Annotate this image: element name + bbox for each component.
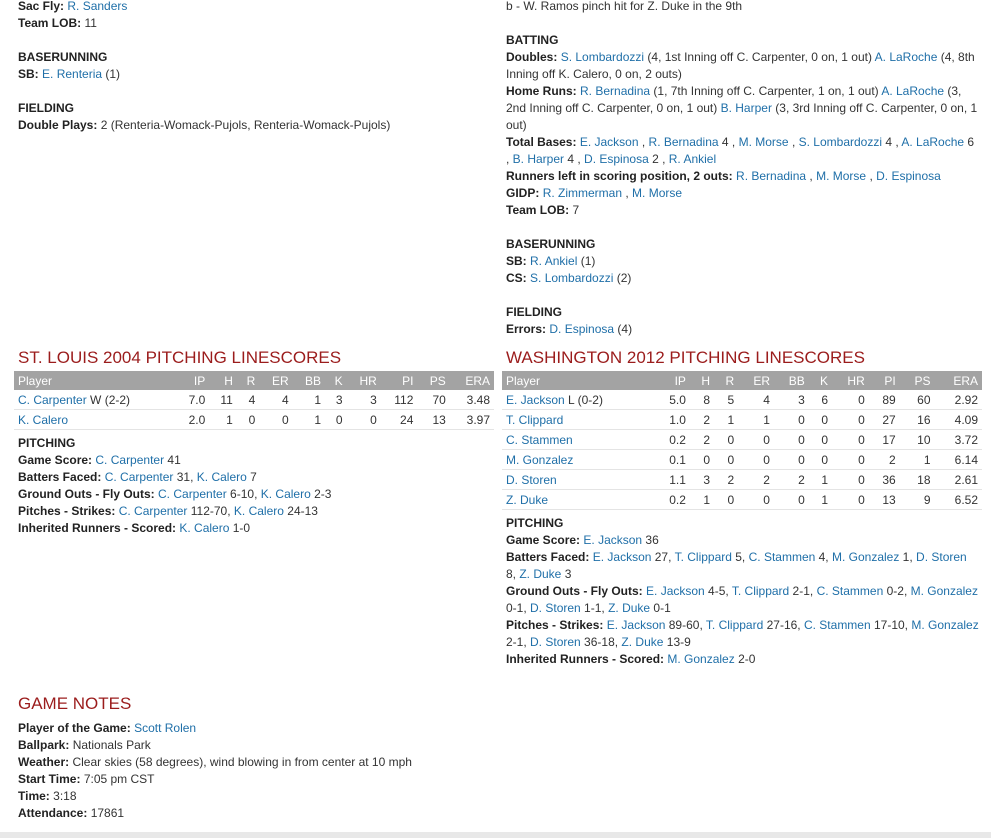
stat-cell: 0.2 xyxy=(654,430,690,450)
player-link[interactable]: M. Morse xyxy=(632,186,683,200)
stat-cell: 0 xyxy=(832,450,869,470)
player-link[interactable]: K. Calero xyxy=(179,521,230,535)
player-link[interactable]: M. Gonzalez xyxy=(667,652,735,666)
player-link[interactable]: Z. Duke xyxy=(506,492,549,507)
player-link[interactable]: D. Espinosa xyxy=(549,322,615,336)
player-link[interactable]: C. Stammen xyxy=(506,432,573,447)
stat-detail: 1-1, xyxy=(580,601,609,615)
home-runs-label: Home Runs: xyxy=(506,84,577,98)
player-link[interactable]: R. Zimmerman xyxy=(542,186,623,200)
gidp-list xyxy=(543,186,682,200)
player-cell xyxy=(14,410,176,430)
column-header: Player xyxy=(14,371,176,390)
player-link[interactable]: S. Lombardozzi xyxy=(560,50,645,64)
stl-pitching-title: ST. LOUIS 2004 PITCHING LINESCORES xyxy=(18,348,342,367)
player-link[interactable]: R. Ankiel xyxy=(668,152,717,166)
stat-cell: 24 xyxy=(381,410,418,430)
baserunning-heading: BASERUNNING xyxy=(506,237,596,251)
stat-detail: 4 , xyxy=(718,135,739,149)
stat-cell: 0 xyxy=(347,410,381,430)
stat-cell: 0 xyxy=(809,430,832,450)
stat-cell: 1.1 xyxy=(654,470,690,490)
sac-fly-label: Sac Fly: xyxy=(18,0,65,13)
player-link[interactable]: R. Sanders xyxy=(67,0,128,13)
player-link[interactable]: C. Carpenter xyxy=(104,470,174,484)
inherited-runners-label: Inherited Runners - Scored: xyxy=(18,521,177,535)
stat-cell: 18 xyxy=(900,470,935,490)
double-plays-label: Double Plays: xyxy=(18,118,98,132)
player-link[interactable]: T. Clippard xyxy=(705,618,764,632)
stat-cell: 60 xyxy=(900,390,935,410)
column-header: PS xyxy=(900,371,935,390)
pitches-strikes-label: Pitches - Strikes: xyxy=(18,504,116,518)
stat-cell: 1 xyxy=(293,410,325,430)
player-link[interactable]: T. Clippard xyxy=(506,412,564,427)
stat-cell: 0 xyxy=(832,430,869,450)
stat-detail: , xyxy=(806,169,817,183)
game-score-label: Game Score: xyxy=(18,453,93,467)
decision: W (2-2) xyxy=(86,392,131,407)
stat-cell: 0 xyxy=(774,410,809,430)
stat-detail: 5, xyxy=(731,550,749,564)
stat-cell: 13 xyxy=(417,410,449,430)
stat-detail: (4, 8th Inning off K. Calero, 0 on, 2 outs) xyxy=(506,50,975,81)
stat-cell: 3.72 xyxy=(935,430,982,450)
player-link[interactable]: Scott Rolen xyxy=(134,721,197,735)
table-row xyxy=(502,390,982,410)
stat-detail: (3, 3rd Inning off C. Carpenter, 0 on, 1 out) xyxy=(506,101,978,132)
start-time-value: 7:05 pm CST xyxy=(83,772,155,786)
player-link[interactable]: B. Harper xyxy=(512,152,565,166)
stat-detail: 89-60, xyxy=(665,618,706,632)
column-header: K xyxy=(325,371,347,390)
weather-value: Clear skies (58 degrees), wind blowing in from center at 10 mph xyxy=(72,755,412,769)
team-lob-label: Team LOB: xyxy=(506,203,570,217)
player-link[interactable]: Z. Duke xyxy=(621,635,664,649)
player-link[interactable]: M. Morse xyxy=(816,169,867,183)
player-link[interactable]: E. Jackson xyxy=(506,392,565,407)
player-link[interactable]: C. Stammen xyxy=(816,584,884,598)
stat-cell: 0 xyxy=(325,410,347,430)
player-link[interactable]: D. Storen xyxy=(530,635,581,649)
column-header: ERA xyxy=(450,371,494,390)
stat-cell: 6.14 xyxy=(935,450,982,470)
player-link[interactable]: C. Carpenter xyxy=(158,487,227,501)
player-link[interactable]: D. Espinosa xyxy=(584,152,649,166)
game-notes xyxy=(18,694,496,822)
stat-cell: 1 xyxy=(293,390,325,410)
sb-label: SB: xyxy=(506,254,527,268)
stat-cell: 0.2 xyxy=(654,490,690,510)
stat-detail: 24-13 xyxy=(283,504,318,518)
player-link[interactable]: C. Stammen xyxy=(748,550,816,564)
stat-cell: 2 xyxy=(714,470,738,490)
ground-fly-list xyxy=(158,487,331,501)
stat-detail: , xyxy=(638,135,649,149)
stat-cell: 4.09 xyxy=(935,410,982,430)
stat-detail: 4 , xyxy=(564,152,585,166)
player-link[interactable]: M. Morse xyxy=(738,135,789,149)
sb-label: SB: xyxy=(18,67,39,81)
doubles-list xyxy=(506,50,975,81)
stat-detail: 4, xyxy=(815,550,832,564)
stat-cell: 70 xyxy=(417,390,449,410)
player-link[interactable]: A. LaRoche xyxy=(881,84,945,98)
wsh-pitching-title: WASHINGTON 2012 PITCHING LINESCORES xyxy=(506,348,865,367)
table-row xyxy=(14,390,494,410)
game-score-list xyxy=(95,453,180,467)
stat-cell: 0 xyxy=(714,430,738,450)
total-bases-label: Total Bases: xyxy=(506,135,577,149)
stat-detail: 36-18, xyxy=(580,635,622,649)
stat-cell: 1 xyxy=(690,490,714,510)
stat-cell: 3 xyxy=(347,390,381,410)
stat-detail: 1-0 xyxy=(229,521,251,535)
player-link[interactable]: S. Lombardozzi xyxy=(798,135,882,149)
inherited-runners-list xyxy=(667,652,755,666)
stat-detail: 0-1 xyxy=(650,601,671,615)
errors-label: Errors: xyxy=(506,322,547,336)
stat-cell: 3 xyxy=(325,390,347,410)
player-link[interactable]: B. Harper xyxy=(720,101,772,115)
player-cell xyxy=(502,410,654,430)
stat-detail: 31, xyxy=(173,470,197,484)
stat-cell: 0 xyxy=(832,470,869,490)
player-link[interactable]: S. Lombardozzi xyxy=(530,271,614,285)
stat-cell: 17 xyxy=(869,430,900,450)
stat-cell: 4 xyxy=(237,390,259,410)
stat-cell: 1 xyxy=(209,410,237,430)
pitches-strikes-list xyxy=(119,504,318,518)
stat-cell: 0.1 xyxy=(654,450,690,470)
player-link[interactable]: Z. Duke xyxy=(608,601,651,615)
cs-count: (2) xyxy=(616,271,632,285)
player-link[interactable]: K. Calero xyxy=(18,412,69,427)
stat-cell: 2 xyxy=(869,450,900,470)
team-lob-value: 11 xyxy=(84,16,97,30)
stat-detail: 27, xyxy=(651,550,675,564)
sb-count: (1) xyxy=(105,67,121,81)
stat-cell: 2 xyxy=(690,410,714,430)
stat-cell: 7.0 xyxy=(176,390,209,410)
player-link[interactable]: D. Storen xyxy=(530,601,581,615)
batters-faced-label: Batters Faced: xyxy=(506,550,590,564)
table-row xyxy=(502,430,982,450)
table-header xyxy=(14,371,494,390)
stat-detail: 2-1, xyxy=(789,584,817,598)
stat-detail: 2-3 xyxy=(310,487,332,501)
page-footer-bar xyxy=(0,832,991,838)
stat-detail: (4, 1st Inning off C. Carpenter, 0 on, 1 out) xyxy=(644,50,875,64)
stat-cell: 0 xyxy=(714,490,738,510)
player-link[interactable]: Z. Duke xyxy=(519,567,562,581)
game-score-label: Game Score: xyxy=(506,533,581,547)
column-header: IP xyxy=(176,371,209,390)
player-link[interactable]: A. LaRoche xyxy=(874,50,938,64)
stat-cell: 2.61 xyxy=(935,470,982,490)
batters-faced-label: Batters Faced: xyxy=(18,470,102,484)
stat-detail: 8, xyxy=(506,567,520,581)
stat-cell: 1 xyxy=(809,470,832,490)
stat-cell: 1 xyxy=(714,410,738,430)
stat-detail: 0-2, xyxy=(883,584,911,598)
stat-cell: 2 xyxy=(774,470,809,490)
column-header: ERA xyxy=(935,371,982,390)
potg-label: Player of the Game: xyxy=(18,721,131,735)
stat-cell: 0 xyxy=(809,450,832,470)
column-header: R xyxy=(714,371,738,390)
stat-cell: 27 xyxy=(869,410,900,430)
stat-cell: 3 xyxy=(690,470,714,490)
total-bases-list xyxy=(506,135,974,166)
player-link[interactable]: M. Gonzalez xyxy=(911,618,979,632)
player-link[interactable]: T. Clippard xyxy=(674,550,732,564)
stat-cell: 8 xyxy=(690,390,714,410)
stat-cell: 0 xyxy=(832,490,869,510)
stat-detail: (1, 7th Inning off C. Carpenter, 1 on, 1 out) xyxy=(650,84,882,98)
player-link[interactable]: E. Jackson xyxy=(579,135,639,149)
stat-cell: 0 xyxy=(832,390,869,410)
stat-cell: 0 xyxy=(738,430,774,450)
column-header: HR xyxy=(347,371,381,390)
team-lob-value: 7 xyxy=(572,203,580,217)
player-link[interactable]: R. Bernadina xyxy=(648,135,719,149)
stat-cell: 11 xyxy=(209,390,237,410)
stat-cell: 2 xyxy=(690,430,714,450)
player-link[interactable]: K. Calero xyxy=(196,470,247,484)
player-link[interactable]: E. Jackson xyxy=(606,618,666,632)
column-header: ER xyxy=(738,371,774,390)
time-label: Time: xyxy=(18,789,50,803)
home-runs-list xyxy=(506,84,977,132)
stat-detail: 17-10, xyxy=(870,618,912,632)
baserunning-heading: BASERUNNING xyxy=(18,50,108,64)
stat-detail: 4-5, xyxy=(704,584,732,598)
ground-fly-label: Ground Outs - Fly Outs: xyxy=(18,487,155,501)
player-link[interactable]: M. Gonzalez xyxy=(910,584,978,598)
stat-cell: 0 xyxy=(738,450,774,470)
column-header: HR xyxy=(832,371,869,390)
player-link[interactable]: E. Jackson xyxy=(592,550,652,564)
player-link[interactable]: R. Bernadina xyxy=(736,169,807,183)
stat-cell: 5 xyxy=(714,390,738,410)
game-score-list xyxy=(583,533,658,547)
stat-cell: 6.52 xyxy=(935,490,982,510)
stat-cell: 13 xyxy=(869,490,900,510)
double-plays-value: 2 (Renteria-Womack-Pujols, Renteria-Womack-Pujols) xyxy=(100,118,391,132)
player-link[interactable]: D. Storen xyxy=(916,550,967,564)
column-header: Player xyxy=(502,371,654,390)
stat-cell: 3.97 xyxy=(450,410,494,430)
game-notes-title: GAME NOTES xyxy=(18,694,132,713)
gidp-label: GIDP: xyxy=(506,186,540,200)
fielding-heading: FIELDING xyxy=(506,305,562,319)
fielding-heading: FIELDING xyxy=(18,101,74,115)
column-header: H xyxy=(690,371,714,390)
stat-cell: 0 xyxy=(774,490,809,510)
ballpark-label: Ballpark: xyxy=(18,738,70,752)
cs-label: CS: xyxy=(506,271,527,285)
stat-cell: 112 xyxy=(381,390,418,410)
stat-detail: 3 xyxy=(561,567,572,581)
player-link[interactable]: D. Storen xyxy=(506,472,557,487)
inherited-runners-label: Inherited Runners - Scored: xyxy=(506,652,665,666)
stat-detail: 27-16, xyxy=(763,618,804,632)
player-cell xyxy=(502,490,654,510)
stat-cell: 0 xyxy=(809,410,832,430)
stat-detail: 13-9 xyxy=(663,635,691,649)
stat-cell: 0 xyxy=(259,410,292,430)
stl-pitching-table xyxy=(14,371,494,430)
stat-cell: 5.0 xyxy=(654,390,690,410)
time-value: 3:18 xyxy=(53,789,77,803)
table-header xyxy=(502,371,982,390)
player-link[interactable]: D. Espinosa xyxy=(876,169,941,183)
stat-detail: 4 , xyxy=(882,135,902,149)
stat-detail: , xyxy=(788,135,799,149)
stat-cell: 0 xyxy=(774,450,809,470)
stat-cell: 2 xyxy=(738,470,774,490)
stat-cell: 0 xyxy=(237,410,259,430)
player-cell xyxy=(502,430,654,450)
column-header: PS xyxy=(417,371,449,390)
player-link[interactable]: C. Stammen xyxy=(803,618,871,632)
player-link[interactable]: K. Calero xyxy=(233,504,284,518)
stat-detail: , xyxy=(866,169,877,183)
stat-detail: 0-1, xyxy=(506,601,531,615)
stat-detail: (3, 2nd Inning off C. Carpenter, 0 on, 1 out) xyxy=(506,84,962,115)
player-cell xyxy=(502,470,654,490)
stat-cell: 1.0 xyxy=(654,410,690,430)
stat-cell: 1 xyxy=(738,410,774,430)
column-header: IP xyxy=(654,371,690,390)
stat-cell: 0 xyxy=(832,410,869,430)
stat-cell: 0 xyxy=(738,490,774,510)
player-link[interactable]: R. Bernadina xyxy=(580,84,651,98)
decision: L (0-2) xyxy=(564,392,603,407)
column-header: BB xyxy=(293,371,325,390)
stat-detail: 112-70, xyxy=(187,504,234,518)
stat-detail: 41 xyxy=(164,453,181,467)
table-row xyxy=(502,450,982,470)
player-link[interactable]: C. Carpenter xyxy=(18,392,87,407)
stat-cell: 0 xyxy=(714,450,738,470)
column-header: PI xyxy=(381,371,418,390)
stat-cell: 6 xyxy=(809,390,832,410)
ground-fly-label: Ground Outs - Fly Outs: xyxy=(506,584,643,598)
stat-cell: 89 xyxy=(869,390,900,410)
attendance-value: 17861 xyxy=(90,806,125,820)
column-header: K xyxy=(809,371,832,390)
stat-cell: 3.48 xyxy=(450,390,494,410)
stat-cell: 10 xyxy=(900,430,935,450)
player-cell xyxy=(14,390,176,410)
sb-count: (1) xyxy=(580,254,596,268)
column-header: PI xyxy=(869,371,900,390)
inherited-runners-list xyxy=(179,521,250,535)
stat-detail: 36 xyxy=(642,533,659,547)
stat-detail: 2 , xyxy=(648,152,669,166)
table-row xyxy=(502,490,982,510)
player-link[interactable]: M. Gonzalez xyxy=(506,452,574,467)
errors-count: (4) xyxy=(617,322,633,336)
player-link[interactable]: C. Carpenter xyxy=(118,504,188,518)
stat-detail: 6-10, xyxy=(226,487,261,501)
stat-cell: 36 xyxy=(869,470,900,490)
stat-cell: 1 xyxy=(809,490,832,510)
stat-detail: 2-0 xyxy=(734,652,756,666)
stat-cell: 1 xyxy=(900,450,935,470)
column-header: R xyxy=(237,371,259,390)
batting-heading: BATTING xyxy=(506,33,559,47)
player-link[interactable]: C. Carpenter xyxy=(95,453,165,467)
stat-cell: 9 xyxy=(900,490,935,510)
player-link[interactable]: E. Renteria xyxy=(42,67,103,81)
stat-detail: 7 xyxy=(246,470,257,484)
stat-cell: 0 xyxy=(774,430,809,450)
table-row xyxy=(502,410,982,430)
stat-cell: 2.0 xyxy=(176,410,209,430)
stat-detail: 1, xyxy=(899,550,917,564)
player-link[interactable]: M. Gonzalez xyxy=(831,550,900,564)
stat-detail: 6 , xyxy=(506,135,975,166)
table-row xyxy=(502,470,982,490)
start-time-label: Start Time: xyxy=(18,772,81,786)
stat-cell: 3 xyxy=(774,390,809,410)
batters-faced-list xyxy=(105,470,257,484)
player-link[interactable]: K. Calero xyxy=(260,487,311,501)
column-header: H xyxy=(209,371,237,390)
weather-label: Weather: xyxy=(18,755,70,769)
player-cell xyxy=(502,390,654,410)
stat-detail: , xyxy=(622,186,633,200)
risp-label: Runners left in scoring position, 2 outs: xyxy=(506,169,733,183)
player-link[interactable]: E. Jackson xyxy=(646,584,705,598)
player-cell xyxy=(502,450,654,470)
pitches-strikes-label: Pitches - Strikes: xyxy=(506,618,604,632)
pinch-hit-note: b - W. Ramos pinch hit for Z. Duke in the 9th xyxy=(506,0,743,13)
wsh-pitching-table xyxy=(502,371,982,510)
column-header: BB xyxy=(774,371,809,390)
stat-cell: 4 xyxy=(738,390,774,410)
stat-detail: 2-1, xyxy=(506,635,531,649)
stat-cell: 16 xyxy=(900,410,935,430)
player-link[interactable]: E. Jackson xyxy=(583,533,643,547)
stat-cell: 4 xyxy=(259,390,292,410)
stat-cell: 0 xyxy=(690,450,714,470)
player-link[interactable]: R. Ankiel xyxy=(530,254,578,268)
stat-cell: 2.92 xyxy=(935,390,982,410)
team-lob-label: Team LOB: xyxy=(18,16,82,30)
ballpark-value: Nationals Park xyxy=(72,738,151,752)
attendance-label: Attendance: xyxy=(18,806,88,820)
pitching-heading: PITCHING xyxy=(18,436,76,450)
table-row xyxy=(14,410,494,430)
pitching-heading: PITCHING xyxy=(506,516,564,530)
player-link[interactable]: A. LaRoche xyxy=(901,135,965,149)
risp-list xyxy=(736,169,941,183)
player-link[interactable]: T. Clippard xyxy=(731,584,790,598)
doubles-label: Doubles: xyxy=(506,50,558,64)
column-header: ER xyxy=(259,371,292,390)
